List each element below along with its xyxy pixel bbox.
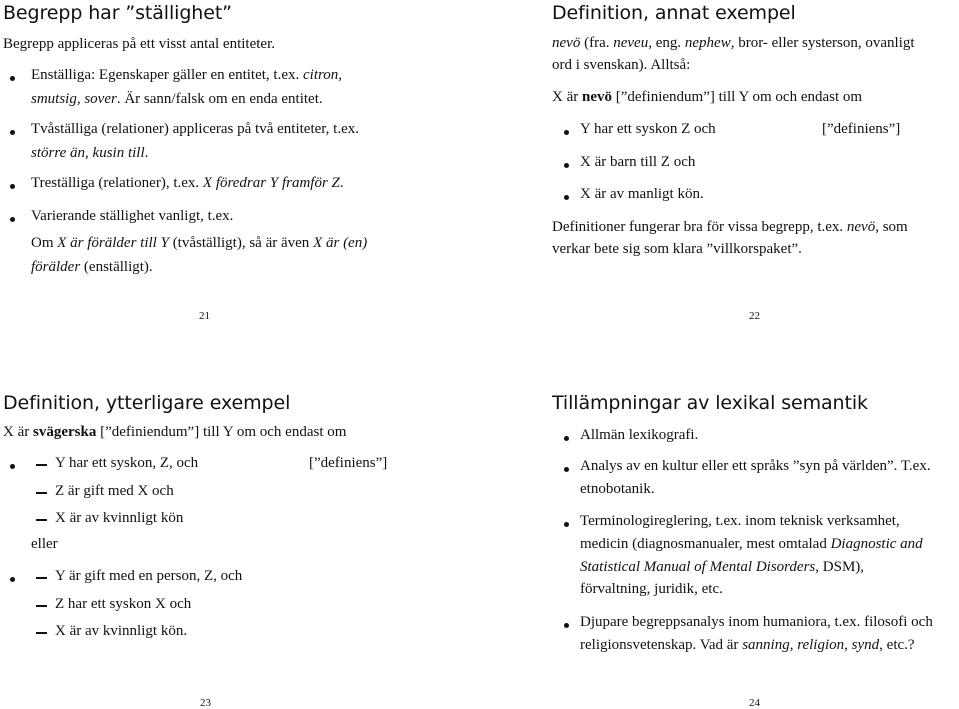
- bullet-line: religionsvetenskap. Vad är sanning, religion, synd, etc.?: [580, 637, 915, 653]
- bullet-icon: [564, 130, 569, 135]
- bullet-icon: [564, 467, 569, 472]
- bullet-line: Tvåställiga (relationer) appliceras på två entiteter, t.ex.: [31, 121, 359, 137]
- bullet-line: förvaltning, juridik, etc.: [580, 581, 723, 597]
- dash-icon: [36, 492, 47, 494]
- slide-title: Definition, annat exempel: [552, 2, 796, 24]
- bullet-icon: [10, 184, 15, 189]
- body-line: X är svägerska [”definiendum”] till Y om och endast om: [3, 424, 347, 440]
- bullet-icon: [10, 464, 15, 469]
- body-line: Definitioner fungerar bra för vissa begrepp, t.ex. nevö, som: [552, 219, 908, 235]
- bullet-line: Enställiga: Egenskaper gäller en entitet, t.ex. citron,: [31, 67, 343, 83]
- bullet-icon: [10, 130, 15, 135]
- definiens-note: [”definiens”]: [822, 121, 901, 137]
- bullet-icon: [564, 163, 569, 168]
- dash-icon: [36, 605, 47, 607]
- intro-text: Begrepp appliceras på ett visst antal entiteter.: [3, 36, 275, 52]
- bullet-line: Analys av en kultur eller ett språks ”syn på världen”. T.ex.: [580, 458, 931, 474]
- bullet-line: Varierande ställighet vanligt, t.ex.: [31, 208, 234, 224]
- bullet-line: Statistical Manual of Mental Disorders, DSM),: [580, 559, 865, 575]
- body-line: X är nevö [”definiendum”] till Y om och endast om: [552, 89, 863, 105]
- bullet-line: Y har ett syskon Z och: [580, 121, 716, 137]
- condition-line: Z har ett syskon X och: [55, 596, 192, 612]
- separator-text: eller: [31, 536, 58, 552]
- body-line: ord i svenskan). Alltså:: [552, 57, 691, 73]
- body-line: verkar bete sig som klara ”villkorspaket”.: [552, 241, 802, 257]
- bullet-line: Om X är förälder till Y (tvåställigt), så är även X är (en): [31, 235, 368, 251]
- bullet-line: Terminologireglering, t.ex. inom teknisk verksamhet,: [580, 513, 900, 529]
- bullet-icon: [564, 623, 569, 628]
- dash-icon: [36, 577, 47, 579]
- bullet-line: X är barn till Z och: [580, 154, 696, 170]
- bullet-icon: [564, 195, 569, 200]
- condition-line: Y har ett syskon, Z, och: [55, 455, 199, 471]
- dash-icon: [36, 519, 47, 521]
- definiens-note: [”definiens”]: [309, 455, 388, 471]
- bullet-icon: [564, 436, 569, 441]
- page-number: 22: [749, 310, 760, 322]
- slide-title: Tillämpningar av lexikal semantik: [552, 392, 868, 414]
- condition-line: Z är gift med X och: [55, 483, 174, 499]
- bullet-line: medicin (diagnosmanualer, mest omtalad Diagnostic and: [580, 536, 923, 552]
- page-number: 24: [749, 697, 760, 709]
- bullet-line: Allmän lexikografi.: [580, 427, 699, 443]
- bullet-line: större än, kusin till.: [31, 145, 149, 161]
- bullet-line: etnobotanik.: [580, 481, 655, 497]
- bullet-icon: [10, 577, 15, 582]
- bullet-line: Treställiga (relationer), t.ex. X föredrar Y framför Z.: [31, 175, 344, 191]
- page-number: 23: [200, 697, 211, 709]
- bullet-line: Djupare begreppsanalys inom humaniora, t.ex. filosofi och: [580, 614, 933, 630]
- bullet-icon: [10, 217, 15, 222]
- condition-line: Y är gift med en person, Z, och: [55, 568, 243, 584]
- slide-title: Definition, ytterligare exempel: [3, 392, 291, 414]
- page-number: 21: [199, 310, 210, 322]
- bullet-icon: [564, 522, 569, 527]
- body-line: nevö (fra. neveu, eng. nephew, bror- eller systerson, ovanligt: [552, 35, 915, 51]
- bullet-line: förälder (enställigt).: [31, 259, 153, 275]
- bullet-line: X är av manligt kön.: [580, 186, 704, 202]
- condition-line: X är av kvinnligt kön.: [55, 623, 188, 639]
- slide-title: Begrepp har ”ställighet”: [3, 2, 232, 24]
- bullet-icon: [10, 76, 15, 81]
- dash-icon: [36, 632, 47, 634]
- dash-icon: [36, 464, 47, 466]
- bullet-line: smutsig, sover. Är sann/falsk om en enda entitet.: [31, 91, 323, 107]
- condition-line: X är av kvinnligt kön: [55, 510, 184, 526]
